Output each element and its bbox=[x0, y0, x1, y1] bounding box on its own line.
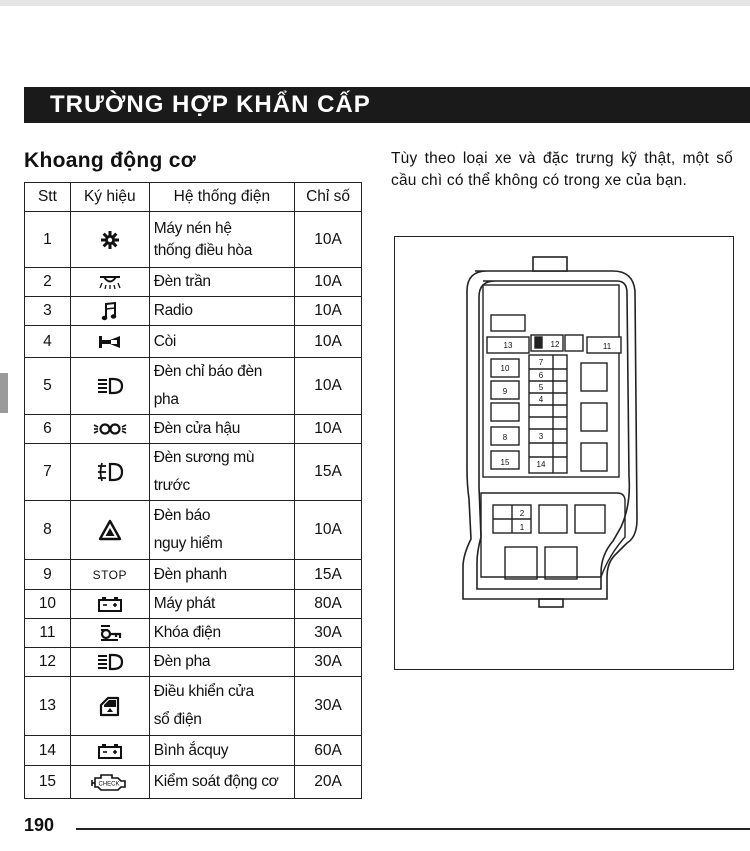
table-row bbox=[25, 444, 362, 501]
top-strip bbox=[0, 0, 750, 6]
table-row bbox=[25, 677, 362, 736]
fuse-label-3: 3 bbox=[538, 432, 544, 441]
fuse-label-10: 10 bbox=[500, 364, 510, 373]
row-number: 10 bbox=[25, 590, 71, 619]
check-engine-icon bbox=[70, 766, 149, 799]
table-row bbox=[25, 501, 362, 560]
radio-note-icon bbox=[70, 297, 149, 326]
page-edge-tab bbox=[0, 373, 8, 413]
footer-rule bbox=[76, 828, 750, 830]
system-name: Đèn pha bbox=[149, 648, 294, 677]
section-title: Khoang động cơ bbox=[24, 149, 196, 172]
fuse-rating: 10A bbox=[295, 297, 362, 326]
table-header-row bbox=[25, 183, 362, 212]
row-number: 1 bbox=[25, 212, 71, 268]
row-number: 5 bbox=[25, 358, 71, 415]
system-name: Máy phát bbox=[149, 590, 294, 619]
system-name: Đèn chỉ báo đèn pha bbox=[149, 358, 294, 415]
row-number: 15 bbox=[25, 766, 71, 799]
fuse-label-2: 2 bbox=[519, 509, 525, 518]
fuse-box-diagram bbox=[394, 236, 734, 670]
system-name: Bình ắcquy bbox=[149, 736, 294, 766]
fuse-rating: 60A bbox=[295, 736, 362, 766]
row-number: 7 bbox=[25, 444, 71, 501]
row-number: 6 bbox=[25, 415, 71, 444]
fuse-label-13: 13 bbox=[503, 341, 513, 350]
fuse-label-15: 15 bbox=[500, 458, 510, 467]
power-window-icon bbox=[70, 677, 149, 736]
fuse-label-1: 1 bbox=[519, 523, 525, 532]
battery-icon bbox=[70, 736, 149, 766]
system-name: Radio bbox=[149, 297, 294, 326]
system-name: Khóa điện bbox=[149, 619, 294, 648]
system-name: Đèn cửa hậu bbox=[149, 415, 294, 444]
dome-light-icon bbox=[70, 268, 149, 297]
check-engine-label: CHECK bbox=[98, 781, 120, 788]
fuse-label-8: 8 bbox=[502, 433, 508, 442]
system-name: Điều khiển cửa sổ điện bbox=[149, 677, 294, 736]
table-row bbox=[25, 297, 362, 326]
fuse-rating: 30A bbox=[295, 677, 362, 736]
fuse-label-4: 4 bbox=[538, 395, 544, 404]
fuse-rating: 10A bbox=[295, 326, 362, 358]
row-number: 9 bbox=[25, 560, 71, 590]
row-number: 12 bbox=[25, 648, 71, 677]
table-row bbox=[25, 736, 362, 766]
fuse-rating: 15A bbox=[295, 444, 362, 501]
headlight-icon bbox=[70, 648, 149, 677]
fuse-rating: 10A bbox=[295, 268, 362, 297]
row-number: 11 bbox=[25, 619, 71, 648]
fuse-rating: 30A bbox=[295, 619, 362, 648]
column-header-system: Hệ thống điện bbox=[149, 183, 294, 212]
table-row bbox=[25, 212, 362, 268]
fuse-label-12: 12 bbox=[550, 340, 560, 349]
row-number: 4 bbox=[25, 326, 71, 358]
fuse-availability-note: Tùy theo loại xe và đặc trưng kỹ thật, một số cầu chì có thể không có trong xe của bạn. bbox=[391, 150, 733, 189]
table-row bbox=[25, 619, 362, 648]
table-row bbox=[25, 415, 362, 444]
table-row bbox=[25, 326, 362, 358]
column-header-stt: Stt bbox=[25, 183, 71, 212]
fuse-label-6: 6 bbox=[538, 371, 544, 380]
ignition-key-icon bbox=[70, 619, 149, 648]
fuse-rating: 10A bbox=[295, 212, 362, 268]
hazard-warning-icon bbox=[70, 501, 149, 560]
fuse-slots-left bbox=[491, 359, 519, 469]
column-header-rating: Chỉ số bbox=[295, 183, 362, 212]
fuse-rating: 30A bbox=[295, 648, 362, 677]
row-number: 3 bbox=[25, 297, 71, 326]
fuse-slots-middle bbox=[529, 355, 567, 473]
fuse-label-14: 14 bbox=[536, 460, 546, 469]
system-name: Đèn báo nguy hiểm bbox=[149, 501, 294, 560]
system-name: Máy nén hệ thống điều hòa bbox=[149, 212, 294, 268]
alternator-icon bbox=[70, 590, 149, 619]
horn-icon bbox=[70, 326, 149, 358]
table-row bbox=[25, 560, 362, 590]
fuse-label-5: 5 bbox=[538, 383, 544, 392]
table-row bbox=[25, 648, 362, 677]
fuse-rating: 20A bbox=[295, 766, 362, 799]
system-name: Đèn trần bbox=[149, 268, 294, 297]
table-row bbox=[25, 766, 362, 799]
row-number: 14 bbox=[25, 736, 71, 766]
stop-label: STOP bbox=[92, 567, 128, 582]
system-name: Còi bbox=[149, 326, 294, 358]
table-row bbox=[25, 268, 362, 297]
section-banner bbox=[24, 87, 750, 123]
ac-compressor-icon bbox=[70, 212, 149, 268]
fuse-label-11: 11 bbox=[602, 342, 612, 351]
system-name: Đèn sương mù trước bbox=[149, 444, 294, 501]
fuse-block-lower bbox=[481, 493, 625, 579]
fuse-table bbox=[24, 182, 362, 799]
banner-title: TRƯỜNG HỢP KHẨN CẤP bbox=[50, 91, 371, 118]
row-number: 2 bbox=[25, 268, 71, 297]
row-number: 8 bbox=[25, 501, 71, 560]
front-fog-light-icon bbox=[70, 444, 149, 501]
table-row bbox=[25, 590, 362, 619]
column-header-symbol: Ký hiệu bbox=[70, 183, 149, 212]
headlight-indicator-icon bbox=[70, 358, 149, 415]
fuse-rating: 15A bbox=[295, 560, 362, 590]
fuse-rating: 10A bbox=[295, 358, 362, 415]
fuse-rating: 80A bbox=[295, 590, 362, 619]
page-number: 190 bbox=[24, 815, 55, 835]
fuse-rating: 10A bbox=[295, 501, 362, 560]
row-number: 13 bbox=[25, 677, 71, 736]
table-row bbox=[25, 358, 362, 415]
system-name: Đèn phanh bbox=[149, 560, 294, 590]
fuse-label-7: 7 bbox=[538, 358, 544, 367]
fuse-label-9: 9 bbox=[502, 387, 508, 396]
system-name: Kiểm soát động cơ bbox=[149, 766, 294, 799]
fuse-rating: 10A bbox=[295, 415, 362, 444]
stop-label-icon bbox=[70, 560, 149, 590]
tail-light-icon bbox=[70, 415, 149, 444]
